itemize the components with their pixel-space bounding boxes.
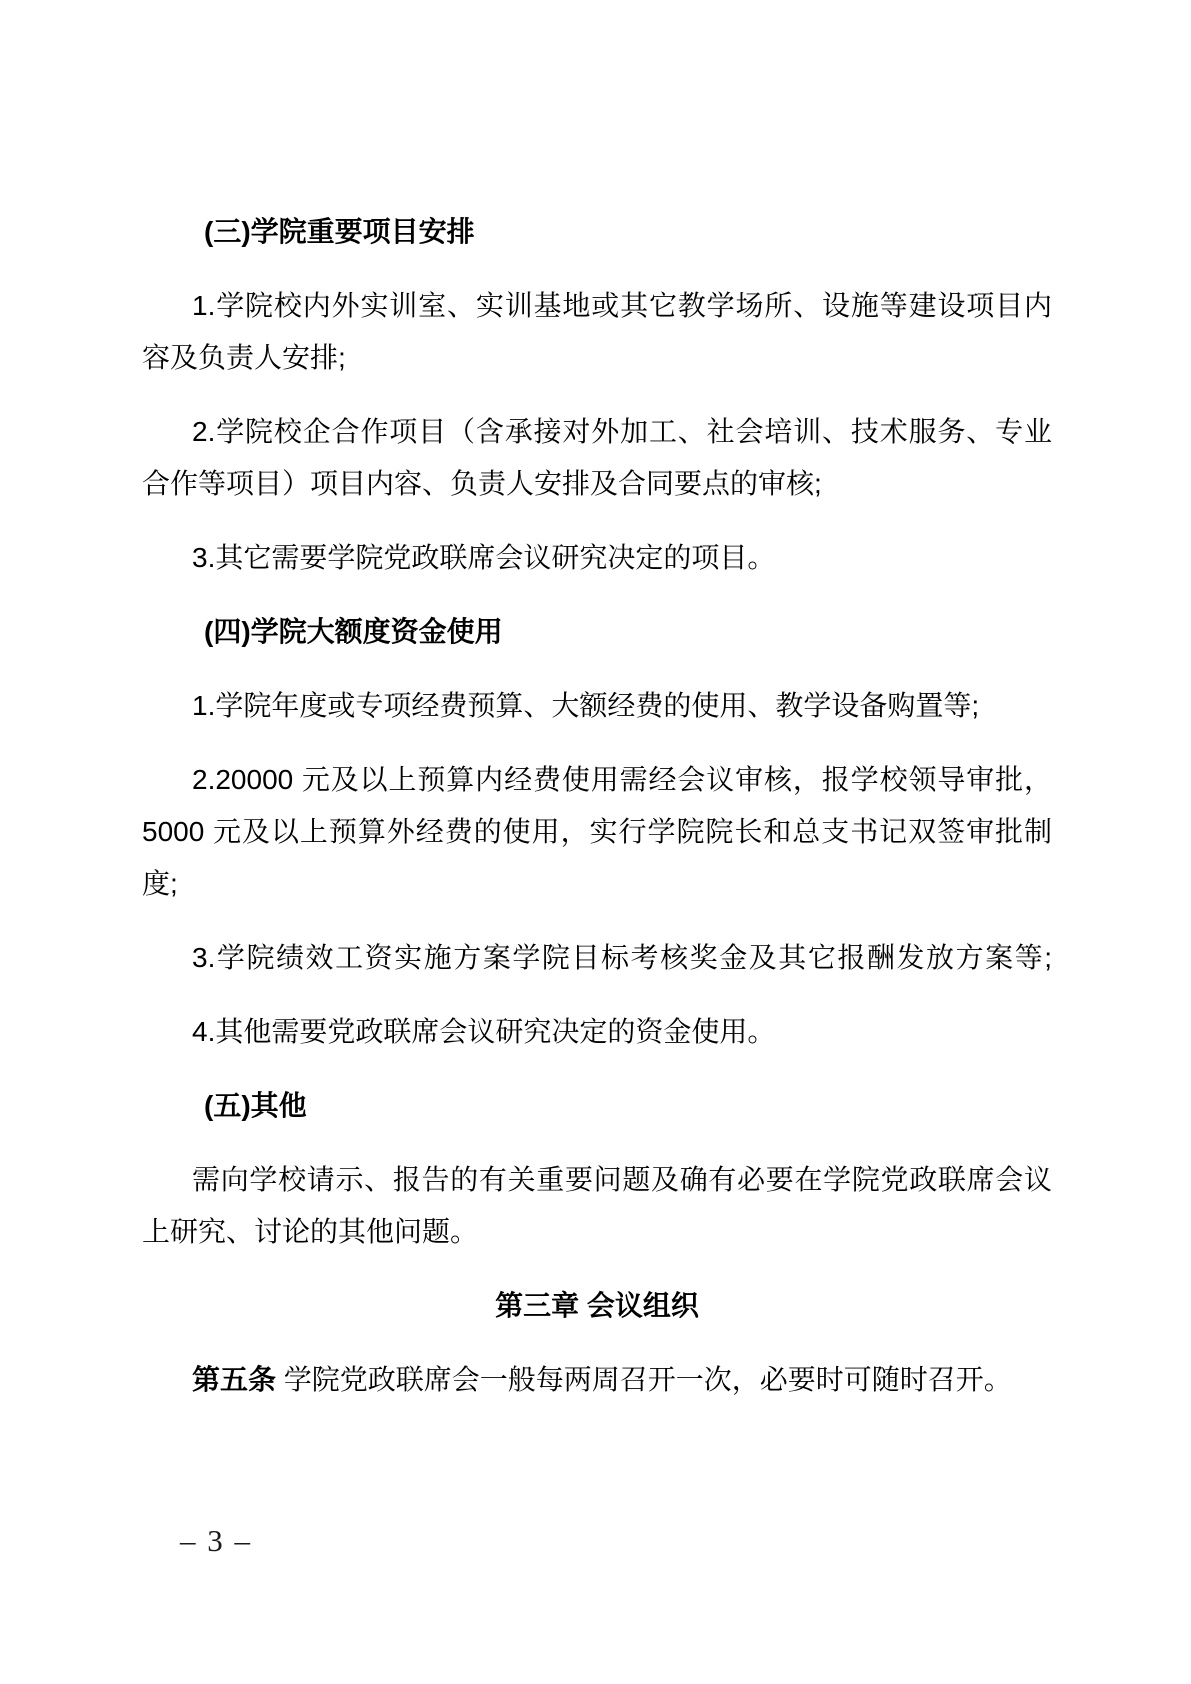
paragraph-line: 1.学院校内外实训室、实训基地或其它教学场所、设施等建设项目内 bbox=[192, 290, 1052, 321]
paragraph-line: 4.其他需要党政联席会议研究决定的资金使用。 bbox=[192, 1016, 776, 1047]
page-number: – 3 – bbox=[180, 1523, 252, 1558]
paragraph-line: 1.学院年度或专项经费预算、大额经费的使用、教学设备购置等; bbox=[192, 690, 980, 721]
paragraph-line: 需向学校请示、报告的有关重要问题及确有必要在学院党政联席会议 bbox=[192, 1164, 1052, 1195]
paragraph-item-2 bbox=[142, 406, 1052, 510]
paragraph-line bbox=[142, 1354, 1052, 1406]
paragraph-item-6 bbox=[142, 932, 1052, 984]
paragraph-item-4 bbox=[142, 680, 1052, 732]
subsection-heading-4: (四)学院大额度资金使用 bbox=[204, 616, 503, 647]
paragraph-line: 3.学院绩效工资实施方案学院目标考核奖金及其它报酬发放方案等; bbox=[192, 942, 1052, 973]
paragraph-line: 3.其它需要学院党政联席会议研究决定的项目。 bbox=[192, 542, 776, 573]
subsection-heading-5: (五)其他 bbox=[204, 1090, 307, 1121]
paragraph-article-5 bbox=[142, 1354, 1052, 1406]
paragraph-line: 5000 元及以上预算外经费的使用，实行学院院长和总支书记双签审批制 bbox=[142, 816, 1052, 847]
article-text: 学院党政联席会一般每两周召开一次，必要时可随时召开。 bbox=[276, 1364, 1012, 1395]
paragraph-item-1 bbox=[142, 280, 1052, 384]
article-number-label: 第五条 bbox=[192, 1364, 277, 1395]
chapter-heading: 第三章 会议组织 bbox=[495, 1290, 699, 1321]
paragraph-item-3 bbox=[142, 532, 1052, 584]
paragraph-line: 2.学院校企合作项目（含承接对外加工、社会培训、技术服务、专业 bbox=[192, 416, 1052, 447]
paragraph-line: 上研究、讨论的其他问题。 bbox=[142, 1216, 479, 1247]
paragraph-line: 容及负责人安排; bbox=[142, 342, 346, 373]
paragraph-item-7 bbox=[142, 1006, 1052, 1058]
paragraph-item-5 bbox=[142, 754, 1052, 910]
subsection-heading-3: (三)学院重要项目安排 bbox=[204, 216, 475, 247]
paragraph-line: 2.20000 元及以上预算内经费使用需经会议审核，报学校领导审批， bbox=[192, 764, 1052, 795]
document-body bbox=[142, 206, 1052, 1428]
paragraph-line: 合作等项目）项目内容、负责人安排及合同要点的审核; bbox=[142, 468, 822, 499]
paragraph-line: 度; bbox=[142, 868, 178, 899]
paragraph-item-8 bbox=[142, 1154, 1052, 1258]
